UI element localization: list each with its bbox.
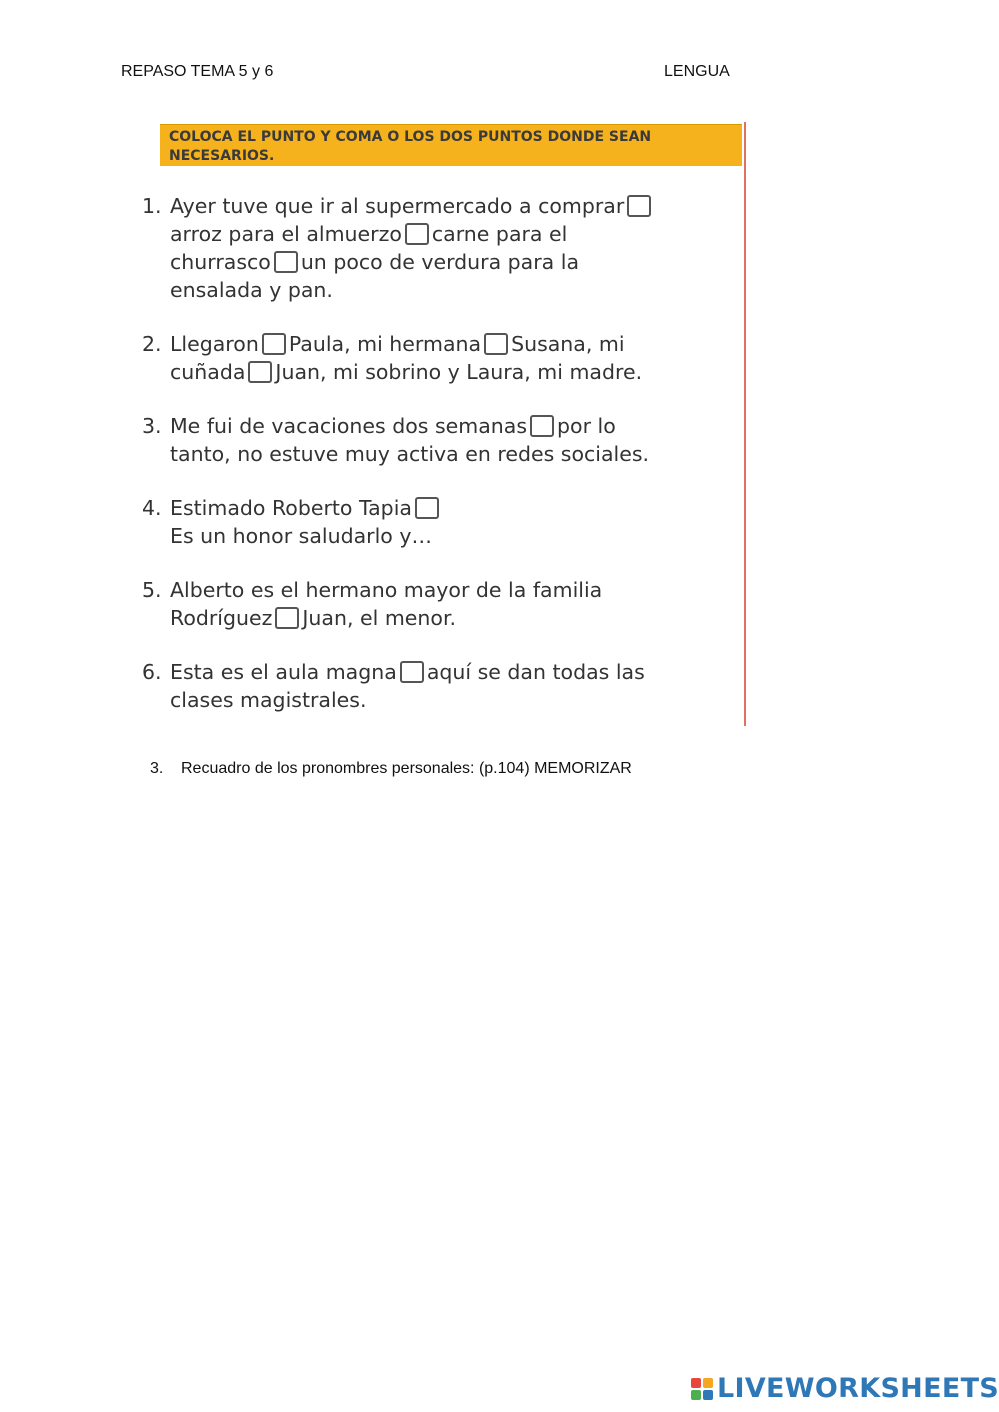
liveworksheets-logo-icon <box>691 1378 713 1400</box>
exercise-list <box>142 192 732 740</box>
item-number: 5. <box>142 578 162 602</box>
item-text: Rodríguez <box>170 606 273 630</box>
answer-blank[interactable] <box>274 251 298 273</box>
logo-square <box>691 1390 701 1400</box>
logo-square <box>703 1378 713 1388</box>
item-text: cuñada <box>170 360 246 384</box>
item-text: clases magistrales. <box>170 688 367 712</box>
exercise-item-6 <box>142 658 732 714</box>
item-text: tanto, no estuve muy activa en redes sociales. <box>170 442 650 466</box>
brand-name: LIVEWORKSHEETS <box>717 1373 999 1404</box>
item-number: 3. <box>142 414 162 438</box>
exercise-item-2 <box>142 330 732 386</box>
answer-blank[interactable] <box>530 415 554 437</box>
item-text: churrasco <box>170 250 271 274</box>
exercise-banner <box>160 124 742 166</box>
instruction-number: 3. <box>150 760 164 777</box>
item-text: aquí se dan todas las <box>426 660 645 684</box>
item-text: un poco de verdura para la <box>300 250 580 274</box>
item-number: 6. <box>142 660 162 684</box>
item-text: Alberto es el hermano mayor de la familia <box>170 578 603 602</box>
item-text: Es un honor saludarlo y… <box>170 524 432 548</box>
item-number: 4. <box>142 496 162 520</box>
answer-blank[interactable] <box>627 195 651 217</box>
item-number: 1. <box>142 194 162 218</box>
answer-blank[interactable] <box>275 607 299 629</box>
item-text: carne para el <box>431 222 568 246</box>
instruction-text: Recuadro de los pronombres personales: (p.104) MEMORIZAR <box>181 760 632 777</box>
instruction-line <box>150 760 632 778</box>
exercise-item-1 <box>142 192 732 304</box>
answer-blank[interactable] <box>400 661 424 683</box>
exercise-item-3 <box>142 412 732 468</box>
item-text: arroz para el almuerzo <box>170 222 402 246</box>
item-text: Esta es el aula magna <box>170 660 397 684</box>
answer-blank[interactable] <box>405 223 429 245</box>
answer-blank[interactable] <box>262 333 286 355</box>
punctuation-exercise <box>120 122 746 726</box>
logo-square <box>691 1378 701 1388</box>
item-text: Paula, mi hermana <box>288 332 482 356</box>
item-number: 2. <box>142 332 162 356</box>
liveworksheets-brand <box>691 1373 999 1404</box>
header-title: REPASO TEMA 5 y 6 <box>121 63 274 80</box>
item-text: por lo <box>557 414 616 438</box>
item-text: Estimado Roberto Tapia <box>170 496 412 520</box>
item-text: Ayer tuve que ir al supermercado a comprar <box>170 194 625 218</box>
answer-blank[interactable] <box>484 333 508 355</box>
item-text: Juan, el menor. <box>302 606 457 630</box>
answer-blank[interactable] <box>248 361 272 383</box>
exercise-item-4 <box>142 494 732 550</box>
item-text: Juan, mi sobrino y Laura, mi madre. <box>275 360 643 384</box>
item-text: ensalada y pan. <box>170 278 333 302</box>
answer-blank[interactable] <box>415 497 439 519</box>
exercise-item-5 <box>142 576 732 632</box>
header-subject: LENGUA <box>664 63 730 80</box>
banner-line-1: COLOCA EL PUNTO Y COMA O LOS DOS PUNTOS DONDE SEAN <box>169 129 652 145</box>
banner-line-2: NECESARIOS. <box>169 148 275 164</box>
item-text: Susana, mi <box>511 332 625 356</box>
item-text: Llegaron <box>170 332 259 356</box>
logo-square <box>703 1390 713 1400</box>
item-text: Me fui de vacaciones dos semanas <box>170 414 528 438</box>
